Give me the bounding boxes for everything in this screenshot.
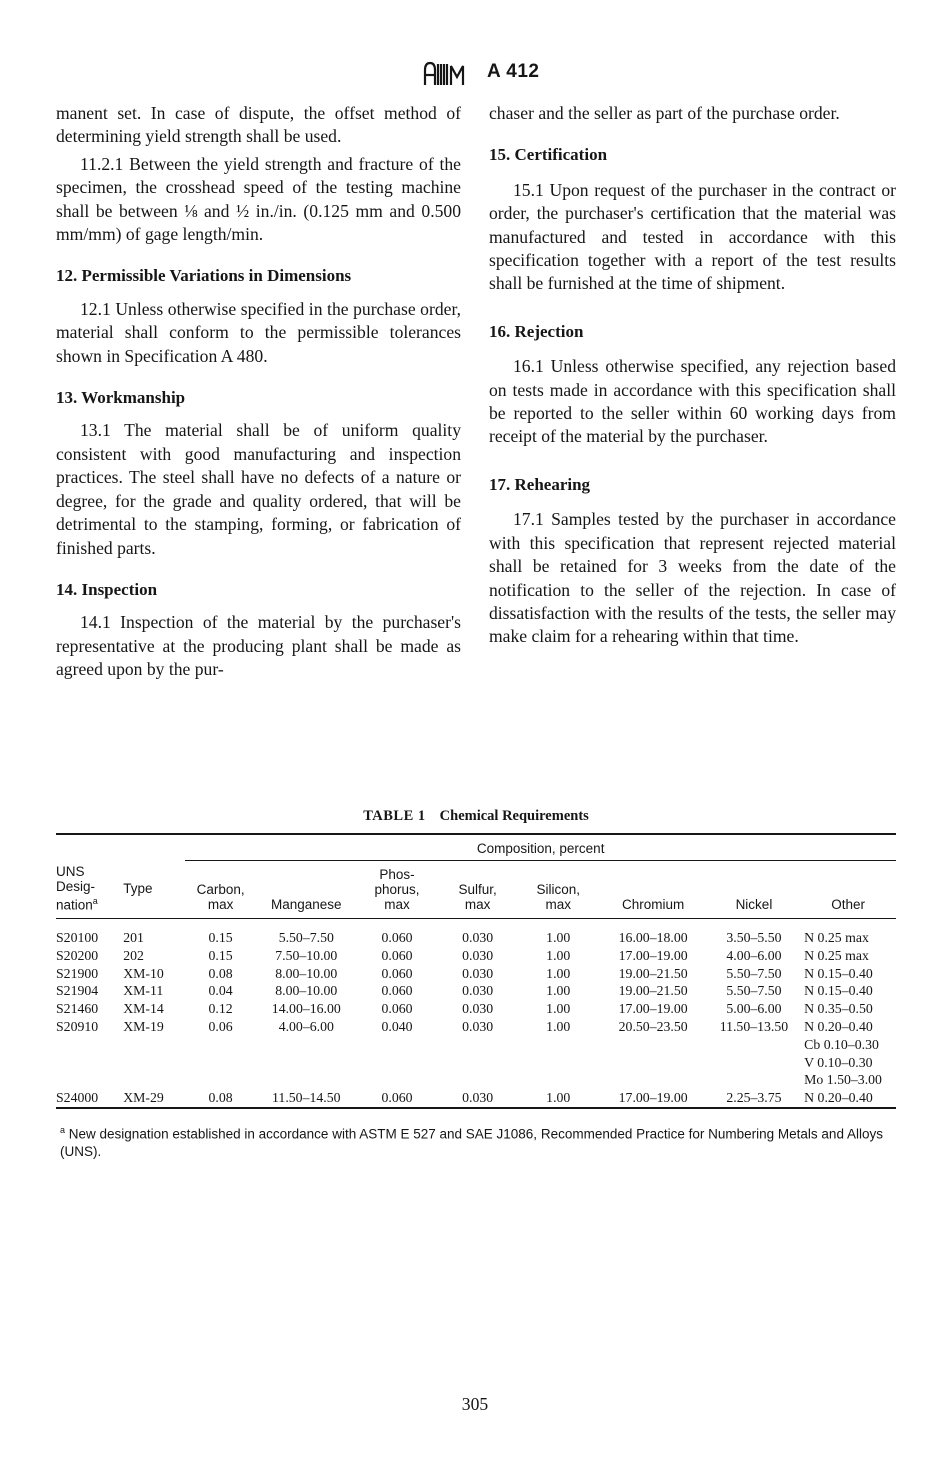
cell-type: XM-14 <box>123 1001 164 1017</box>
header-phosphorus <box>357 861 438 919</box>
cell-phosphorus: 0.040 <box>381 1018 413 1034</box>
cell-sulfur: 0.030 <box>462 1090 494 1106</box>
cell-type <box>123 1071 185 1089</box>
cell-carbon: 0.12 <box>208 1001 233 1017</box>
cell-silicon: 1.00 <box>546 983 571 999</box>
cell-nickel <box>708 1071 800 1089</box>
header-sulfur-line2: max <box>464 897 491 912</box>
cell-sulfur <box>437 1054 518 1072</box>
header-silicon-line1: Silicon, <box>536 882 581 897</box>
cell-type <box>123 1036 185 1054</box>
left-column <box>56 102 461 682</box>
cell-chromium: 17.00–19.00 <box>618 947 688 963</box>
header-uns-line2: Desig- <box>56 878 96 894</box>
cell-other: Mo 1.50–3.00 <box>804 1072 882 1088</box>
cell-carbon: 0.15 <box>208 947 233 963</box>
cell-phosphorus <box>357 1054 438 1072</box>
cell-nickel: 11.50–13.50 <box>719 1018 789 1034</box>
cell-phosphorus: 0.060 <box>381 1001 413 1017</box>
cell-other: Cb 0.10–0.30 <box>804 1036 879 1052</box>
cell-chromium <box>599 1054 708 1072</box>
cell-other: V 0.10–0.30 <box>804 1054 873 1070</box>
table-row <box>56 1054 896 1072</box>
table-row <box>56 947 896 965</box>
cell-manganese: 5.50–7.50 <box>278 930 334 945</box>
table-body <box>56 919 896 1108</box>
cell-type: 201 <box>123 930 144 945</box>
chemical-requirements-table <box>56 833 896 1109</box>
cell-uns: S20200 <box>56 947 99 963</box>
header-uns-footnote-marker: a <box>92 895 98 906</box>
standard-designation: A 412 <box>487 61 540 82</box>
page-number: 305 <box>461 1394 489 1414</box>
cell-sulfur <box>437 1071 518 1089</box>
cell-silicon <box>518 1054 599 1072</box>
cell-nickel: 5.50–7.50 <box>726 965 782 981</box>
table-label: TABLE 1 <box>363 808 426 824</box>
cell-manganese: 11.50–14.50 <box>272 1090 341 1106</box>
cell-type: XM-10 <box>123 965 164 981</box>
cell-uns: S21904 <box>56 983 99 999</box>
cell-sulfur <box>437 1036 518 1054</box>
table-row <box>56 919 896 947</box>
header-composition: Composition, percent <box>185 834 896 861</box>
table-footnote <box>56 1121 896 1162</box>
right-column <box>489 102 896 649</box>
table-caption <box>56 808 896 825</box>
table-title: Chemical Requirements <box>439 808 589 824</box>
section-16-heading: 16. Rejection <box>489 321 584 341</box>
cell-type: XM-19 <box>123 1018 164 1034</box>
cell-manganese <box>256 1071 357 1089</box>
cell-phosphorus <box>357 1071 438 1089</box>
header-silicon-line2: max <box>545 897 571 912</box>
paragraph-11-2-1: 11.2.1 Between the yield strength and fracture of the specimen, the crosshead speed of the testing machine shall be between ⅛ and ½ in./in. (0.125 mm and 0.500 mm/mm) of gage length/min. <box>56 153 461 245</box>
cell-manganese: 8.00–10.00 <box>275 965 338 981</box>
cell-nickel: 5.00–6.00 <box>726 1001 782 1017</box>
cell-carbon <box>185 1036 256 1054</box>
cell-type <box>123 1054 185 1072</box>
cell-silicon: 1.00 <box>546 1001 571 1017</box>
cell-silicon <box>518 1036 599 1054</box>
cell-other: N 0.35–0.50 <box>804 1001 873 1017</box>
cell-phosphorus: 0.060 <box>381 930 413 945</box>
header-sulfur-line1: Sulfur, <box>458 882 497 897</box>
cell-silicon: 1.00 <box>546 965 571 981</box>
paragraph-12-1: 12.1 Unless otherwise specified in the purchase order, material shall conform to the permissible tolerances shown in Specification A 480. <box>56 298 461 366</box>
section-14-heading: 14. Inspection <box>56 579 158 599</box>
cell-carbon <box>185 1054 256 1072</box>
cell-manganese: 8.00–10.00 <box>275 983 338 999</box>
cell-nickel: 3.50–5.50 <box>726 930 782 945</box>
cell-chromium: 19.00–21.50 <box>618 983 688 999</box>
cell-manganese: 14.00–16.00 <box>271 1001 341 1017</box>
header-nickel: Nickel <box>735 897 773 912</box>
cell-nickel <box>708 1054 800 1072</box>
cell-silicon: 1.00 <box>546 1018 571 1034</box>
table-row <box>56 1089 896 1108</box>
cell-carbon <box>185 1071 256 1089</box>
cell-other: N 0.25 max <box>804 930 869 945</box>
cell-sulfur: 0.030 <box>462 983 494 999</box>
cell-chromium: 17.00–19.00 <box>618 1090 688 1106</box>
chemical-requirements-table-section <box>56 808 896 1161</box>
cell-silicon: 1.00 <box>546 930 571 945</box>
cell-uns: S21460 <box>56 1001 99 1017</box>
cell-carbon: 0.08 <box>208 1090 233 1106</box>
cell-chromium: 16.00–18.00 <box>618 930 688 945</box>
cell-silicon <box>518 1071 599 1089</box>
cell-sulfur: 0.030 <box>462 1018 494 1034</box>
cell-carbon: 0.08 <box>208 965 233 981</box>
header-carbon-line2: max <box>207 897 234 912</box>
paragraph-14-1: 14.1 Inspection of the material by the purchaser's representative at the producing plant shall be made as agreed upon by the pur- <box>56 612 461 680</box>
cell-uns: S20100 <box>56 930 99 945</box>
cell-carbon: 0.04 <box>208 983 233 999</box>
table-row <box>56 1018 896 1036</box>
page-header <box>0 60 950 90</box>
cell-other: N 0.15–0.40 <box>804 965 873 981</box>
cell-other: N 0.15–0.40 <box>804 983 873 999</box>
cell-phosphorus: 0.060 <box>381 1090 413 1106</box>
header-silicon <box>518 861 599 919</box>
table-row <box>56 1000 896 1018</box>
table-row <box>56 1071 896 1089</box>
header-sulfur <box>437 861 518 919</box>
cell-phosphorus: 0.060 <box>381 983 413 999</box>
header-phos-line1: Phos- <box>379 867 415 882</box>
cell-manganese: 4.00–6.00 <box>278 1018 334 1034</box>
cell-sulfur: 0.030 <box>462 1001 494 1017</box>
section-17-heading: 17. Rehearing <box>489 474 591 494</box>
header-uns-line3: nation <box>56 897 93 912</box>
cell-chromium <box>599 1071 708 1089</box>
cell-uns <box>56 1054 123 1072</box>
cell-silicon: 1.00 <box>546 947 571 963</box>
paragraph-16-1: 16.1 Unless otherwise specified, any rejection based on tests made in accordance with this specification shall be reported to the seller within 60 working days from receipt of the material by the purchaser. <box>489 356 896 447</box>
astm-logo-icon <box>422 60 466 88</box>
section-15-heading: 15. Certification <box>489 145 608 165</box>
cell-sulfur: 0.030 <box>462 947 494 963</box>
cell-carbon: 0.06 <box>208 1018 233 1034</box>
cell-phosphorus: 0.060 <box>381 965 413 981</box>
header-uns-line1: UNS <box>56 863 85 879</box>
cell-manganese <box>256 1036 357 1054</box>
table-row <box>56 1036 896 1054</box>
paragraph-13-1: 13.1 The material shall be of uniform quality consistent with good manufacturing and inspection practices. The steel shall have no defects of a nature or degree, for the grade and quality ordered, that will be detrimental to the stamping, forming, or fabrication of finished parts. <box>56 420 461 558</box>
cell-manganese: 7.50–10.00 <box>275 947 338 963</box>
footnote-marker: a <box>60 1124 66 1135</box>
header-other: Other <box>831 897 865 912</box>
cell-uns <box>56 1071 123 1089</box>
paragraph-continuation-right: chaser and the seller as part of the purchase order. <box>489 103 840 123</box>
header-carbon-line1: Carbon, <box>196 882 245 897</box>
cell-carbon: 0.15 <box>208 930 233 945</box>
header-manganese: Manganese <box>271 897 342 912</box>
header-phos-line3: max <box>384 897 410 912</box>
table-row <box>56 965 896 983</box>
cell-uns: S24000 <box>56 1090 99 1106</box>
cell-phosphorus <box>357 1036 438 1054</box>
cell-other: N 0.20–0.40 <box>804 1090 873 1106</box>
header-type: Type <box>123 881 153 896</box>
cell-phosphorus: 0.060 <box>381 947 413 963</box>
cell-other: N 0.25 max <box>804 947 869 963</box>
cell-chromium <box>599 1036 708 1054</box>
paragraph-17-1: 17.1 Samples tested by the purchaser in accordance with this specification that represent rejected material shall be retained for 3 weeks from the date of the notification to the seller of the rejection. In case of dissatisfaction with the results of the tests, the seller may make claim for a rehearing within that time. <box>489 509 896 647</box>
cell-nickel <box>708 1036 800 1054</box>
cell-type: XM-29 <box>123 1090 164 1106</box>
cell-chromium: 19.00–21.50 <box>618 965 688 981</box>
cell-other: N 0.20–0.40 <box>804 1018 873 1034</box>
cell-sulfur: 0.030 <box>462 965 494 981</box>
section-12-heading: 12. Permissible Variations in Dimensions <box>56 266 352 286</box>
table-row <box>56 982 896 1000</box>
header-phos-line2: phorus, <box>374 882 420 897</box>
cell-type: 202 <box>123 947 144 963</box>
cell-manganese <box>256 1054 357 1072</box>
paragraph-continuation: manent set. In case of dispute, the offset method of determining yield strength shall be used. <box>56 103 461 147</box>
header-uns <box>56 834 123 918</box>
cell-silicon: 1.00 <box>546 1090 571 1106</box>
cell-sulfur: 0.030 <box>462 930 494 945</box>
cell-chromium: 20.50–23.50 <box>618 1018 688 1034</box>
footnote-text: New designation established in accordance with ASTM E 527 and SAE J1086, Recommended Practice for Numbering Metals and Alloys (UNS). <box>60 1126 883 1160</box>
cell-uns: S21900 <box>56 965 99 981</box>
paragraph-15-1: 15.1 Upon request of the purchaser in the contract or order, the purchaser's certification that the material was manufactured and tested in accordance with this specification together with a report of the test results shall be furnished at the time of shipment. <box>489 179 896 294</box>
cell-nickel: 2.25–3.75 <box>726 1090 782 1106</box>
table-header-row-1 <box>56 834 896 861</box>
header-carbon <box>185 861 256 919</box>
cell-type: XM-11 <box>123 983 164 999</box>
section-13-heading: 13. Workmanship <box>56 388 186 408</box>
cell-nickel: 4.00–6.00 <box>726 947 782 963</box>
cell-chromium: 17.00–19.00 <box>618 1001 688 1017</box>
cell-uns <box>56 1036 123 1054</box>
header-chromium: Chromium <box>622 897 685 912</box>
cell-nickel: 5.50–7.50 <box>726 983 782 999</box>
cell-uns: S20910 <box>56 1018 99 1034</box>
